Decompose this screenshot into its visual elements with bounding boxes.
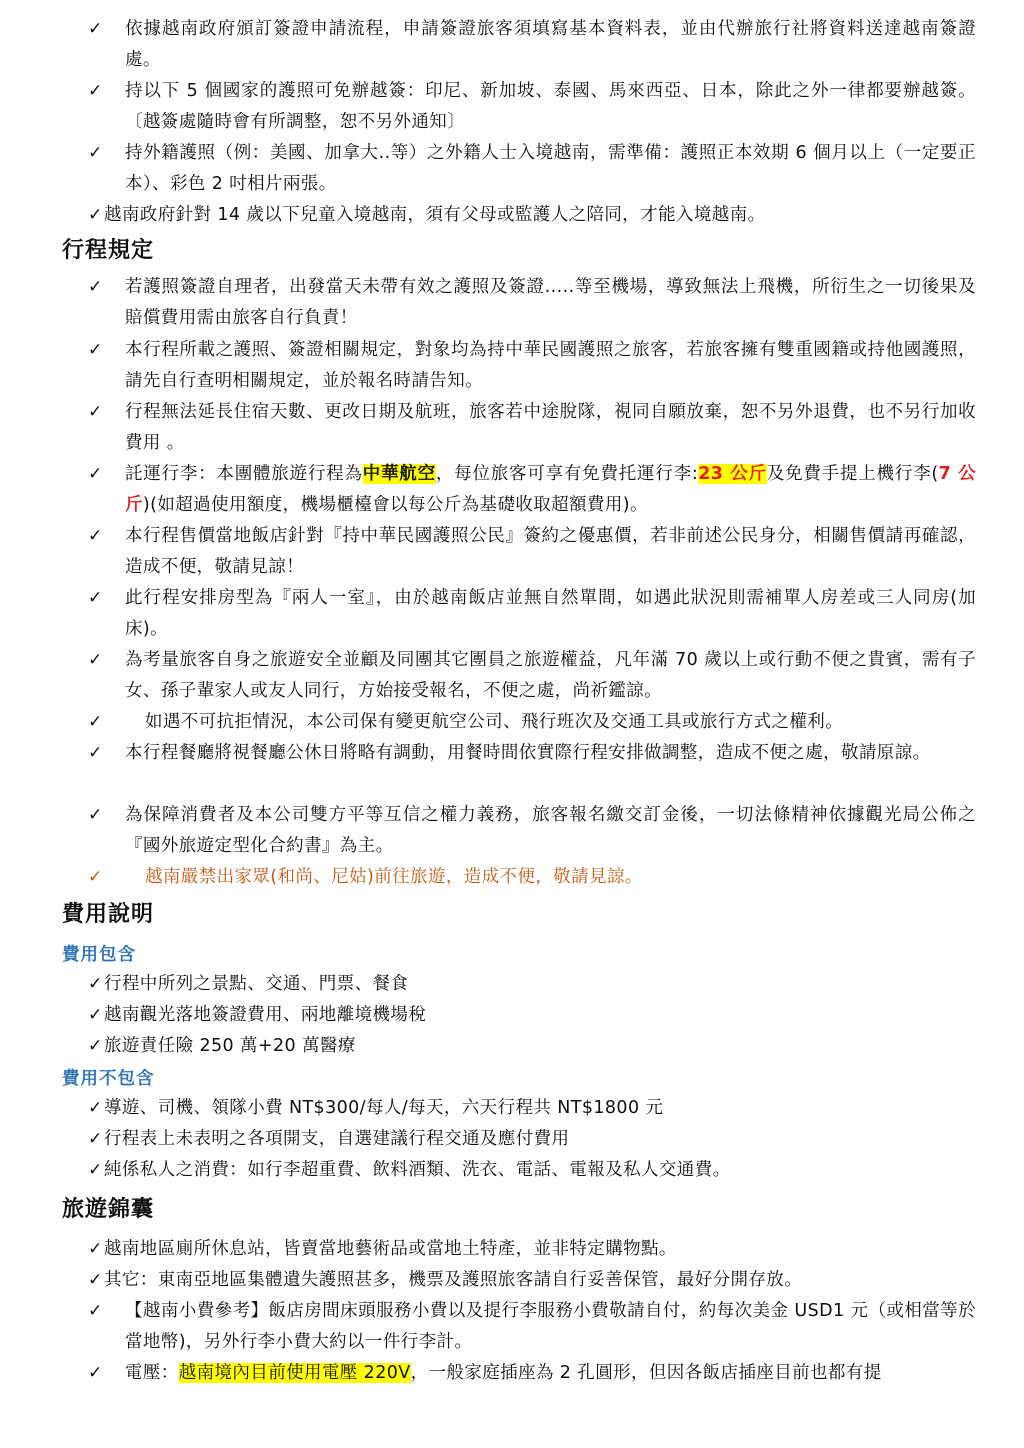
check-icon: ✓: [88, 1005, 103, 1025]
visa-item-3: [88, 138, 976, 200]
check-icon: ✓: [88, 19, 103, 39]
airline-highlight: 中華航空: [362, 464, 436, 484]
tips-item-4: [88, 1358, 976, 1389]
rules-item-9-text: 本行程餐廳將視餐廳公休日將略有調動，用餐時間依實際行程安排做調整，造成不便之處，敬請原諒。: [125, 743, 931, 763]
fees-excluded-item-2: [88, 1124, 976, 1155]
checked-baggage-weight: 23 公斤: [698, 464, 767, 484]
fees-excluded-heading: 費用不包含: [62, 1069, 155, 1089]
tips-item-4-text: [125, 1358, 976, 1389]
check-icon: ✓: [88, 1160, 103, 1180]
fees-heading: 費用說明: [62, 902, 155, 927]
fees-included-heading: 費用包含: [62, 945, 136, 965]
visa-item-3-text: 持外籍護照（例：美國、加拿大..等）之外籍人士入境越南，需準備：護照正本效期 6 個月以上（一定要正本）、彩色 2 吋相片兩張。: [125, 143, 976, 194]
visa-item-1: [88, 14, 976, 76]
check-icon: ✓: [88, 974, 103, 994]
tips-item-2-text: 其它：東南亞地區集體遺失護照甚多，機票及護照旅客請自行妥善保管，最好分開存放。: [104, 1270, 803, 1290]
check-icon: ✓: [88, 743, 103, 763]
check-icon: ✓: [88, 81, 103, 101]
visa-item-1-text: 依據越南政府頒訂簽證申請流程，申請簽證旅客須填寫基本資料表，並由代辦旅行社將資料送達越南簽證處。: [125, 19, 976, 70]
voltage-highlight: 越南境內目前使用電壓 220V: [178, 1363, 411, 1383]
fees-excluded-item-3: [88, 1155, 976, 1186]
rules-item-6: [88, 583, 976, 645]
check-icon: ✓: [88, 205, 103, 225]
rules-item-2-text: 本行程所載之護照、簽證相關規定，對象均為持中華民國護照之旅客，若旅客擁有雙重國籍或持他國護照，請先自行查明相關規定，並於報名時請告知。: [125, 340, 976, 391]
rules-item-3-text: 行程無法延長住宿天數、更改日期及航班，旅客若中途脫隊，視同自願放棄，恕不另外退費，也不另行加收費用 。: [125, 402, 976, 453]
rules-item-4: [88, 459, 976, 521]
check-icon: ✓: [88, 340, 103, 360]
baggage-allowance-text: ，每位旅客可享有免費托運行李:: [435, 464, 699, 484]
check-icon: ✓: [88, 805, 103, 825]
rules-item-11: [88, 862, 976, 893]
tips-item-3: [88, 1296, 976, 1358]
visa-item-2: [88, 76, 976, 138]
check-icon: ✓: [88, 1129, 103, 1149]
tips-item-1: [88, 1234, 976, 1265]
rules-item-5-text: 本行程售價當地飯店針對『持中華民國護照公民』簽約之優惠價，若非前述公民身分，相關售價請再確認，造成不便，敬請見諒！: [125, 526, 976, 577]
check-icon: ✓: [88, 1270, 103, 1290]
carry-on-weight: 7 公斤: [125, 464, 976, 515]
voltage-label: 電壓：: [125, 1363, 179, 1383]
check-icon: ✓: [88, 1301, 103, 1321]
check-icon: ✓: [88, 1036, 103, 1056]
rules-heading: 行程規定: [62, 238, 155, 263]
rules-item-8-text: 如遇不可抗拒情況，本公司保有變更航空公司、飛行班次及交通工具或旅行方式之權利。: [145, 712, 844, 732]
fees-excluded-item-1-text: 導遊、司機、領隊小費 NT$300/每人/每天，六天行程共 NT$1800 元: [104, 1098, 664, 1118]
check-icon: ✓: [88, 650, 103, 670]
fees-excluded-item-2-text: 行程表上未表明之各項開支，自選建議行程交通及應付費用: [104, 1129, 570, 1149]
rules-item-6-text: 此行程安排房型為『兩人一室』，由於越南飯店並無自然單間，如遇此狀況則需補單人房差或三人同房(加床)。: [125, 588, 976, 639]
excess-fee-text: )(如超過使用額度，機場櫃檯會以每公斤為基礎收取超額費用)。: [142, 495, 648, 515]
rules-item-1: [88, 272, 976, 334]
visa-item-4-text: 越南政府針對 14 歲以下兒童入境越南，須有父母或監護人之陪同，才能入境越南。: [104, 205, 766, 225]
check-icon: ✓: [88, 588, 103, 608]
fees-included-item-2-text: 越南觀光落地簽證費用、兩地離境機場稅: [104, 1005, 427, 1025]
rules-item-7-text: 為考量旅客自身之旅遊安全並顧及同團其它團員之旅遊權益，凡年滿 70 歲以上或行動不便之貴賓，需有子女、孫子輩家人或友人同行，方始接受報名，不便之處，尚祈鑑諒。: [125, 650, 976, 701]
rules-item-2: [88, 335, 976, 397]
visa-item-2-text: 持以下 5 個國家的護照可免辦越簽：印尼、新加坡、泰國、馬來西亞、日本，除此之外一律都要辦越簽。〔越簽處隨時會有所調整，恕不另外通知〕: [125, 81, 976, 132]
rules-item-5: [88, 521, 976, 583]
visa-item-4: [88, 200, 976, 231]
check-icon: ✓: [88, 1239, 103, 1259]
rules-item-10-text: 為保障消費者及本公司雙方平等互信之權力義務，旅客報名繳交訂金後，一切法條精神依據觀光局公佈之『國外旅遊定型化合約書』為主。: [125, 805, 976, 856]
rules-item-4-text: [125, 459, 976, 521]
tips-item-1-text: 越南地區廁所休息站，皆賣當地藝術品或當地土特產，並非特定購物點。: [104, 1239, 677, 1259]
fees-excluded-item-3-text: 純係私人之消費：如行李超重費、飲料酒類、洗衣、電話、電報及私人交通費。: [104, 1160, 731, 1180]
fees-included-item-3: [88, 1031, 976, 1062]
fees-excluded-item-1: [88, 1093, 976, 1124]
fees-included-item-1-text: 行程中所列之景點、交通、門票、餐食: [104, 974, 409, 994]
check-icon: ✓: [88, 867, 103, 887]
check-icon: ✓: [88, 712, 103, 732]
check-icon: ✓: [88, 1098, 103, 1118]
check-icon: ✓: [88, 526, 103, 546]
carry-on-text: 及免費手提上機行李(: [766, 464, 939, 484]
tips-item-3-text: 【越南小費參考】飯店房間床頭服務小費以及提行李服務小費敬請自付，約每次美金 USD1 元（或相當等於當地幣)，另外行李小費大約以一件行李計。: [125, 1301, 976, 1352]
rules-item-9: [88, 738, 976, 769]
check-icon: ✓: [88, 1363, 103, 1383]
rules-item-10: [88, 800, 976, 862]
rules-item-8: [88, 707, 976, 738]
check-icon: ✓: [88, 143, 103, 163]
check-icon: ✓: [88, 464, 103, 484]
rules-item-7: [88, 645, 976, 707]
check-icon: ✓: [88, 277, 103, 297]
rules-item-3: [88, 397, 976, 459]
voltage-detail: ，一般家庭插座為 2 孔圓形，但因各飯店插座目前也都有提: [410, 1363, 882, 1383]
fees-included-item-2: [88, 1000, 976, 1031]
baggage-intro: 託運行李：本團體旅遊行程為: [125, 464, 363, 484]
tips-item-2: [88, 1265, 976, 1296]
check-icon: ✓: [88, 402, 103, 422]
fees-included-item-3-text: 旅遊責任險 250 萬+20 萬醫療: [104, 1036, 356, 1056]
fees-included-item-1: [88, 969, 976, 1000]
tips-heading: 旅遊錦囊: [62, 1197, 155, 1222]
rules-item-11-text: 越南嚴禁出家眾(和尚、尼姑)前往旅遊，造成不便，敬請見諒。: [145, 867, 643, 887]
rules-item-1-text: 若護照簽證自理者，出發當天未帶有效之護照及簽證.....等至機場，導致無法上飛機，所衍生之一切後果及賠償費用需由旅客自行負責！: [125, 277, 976, 328]
